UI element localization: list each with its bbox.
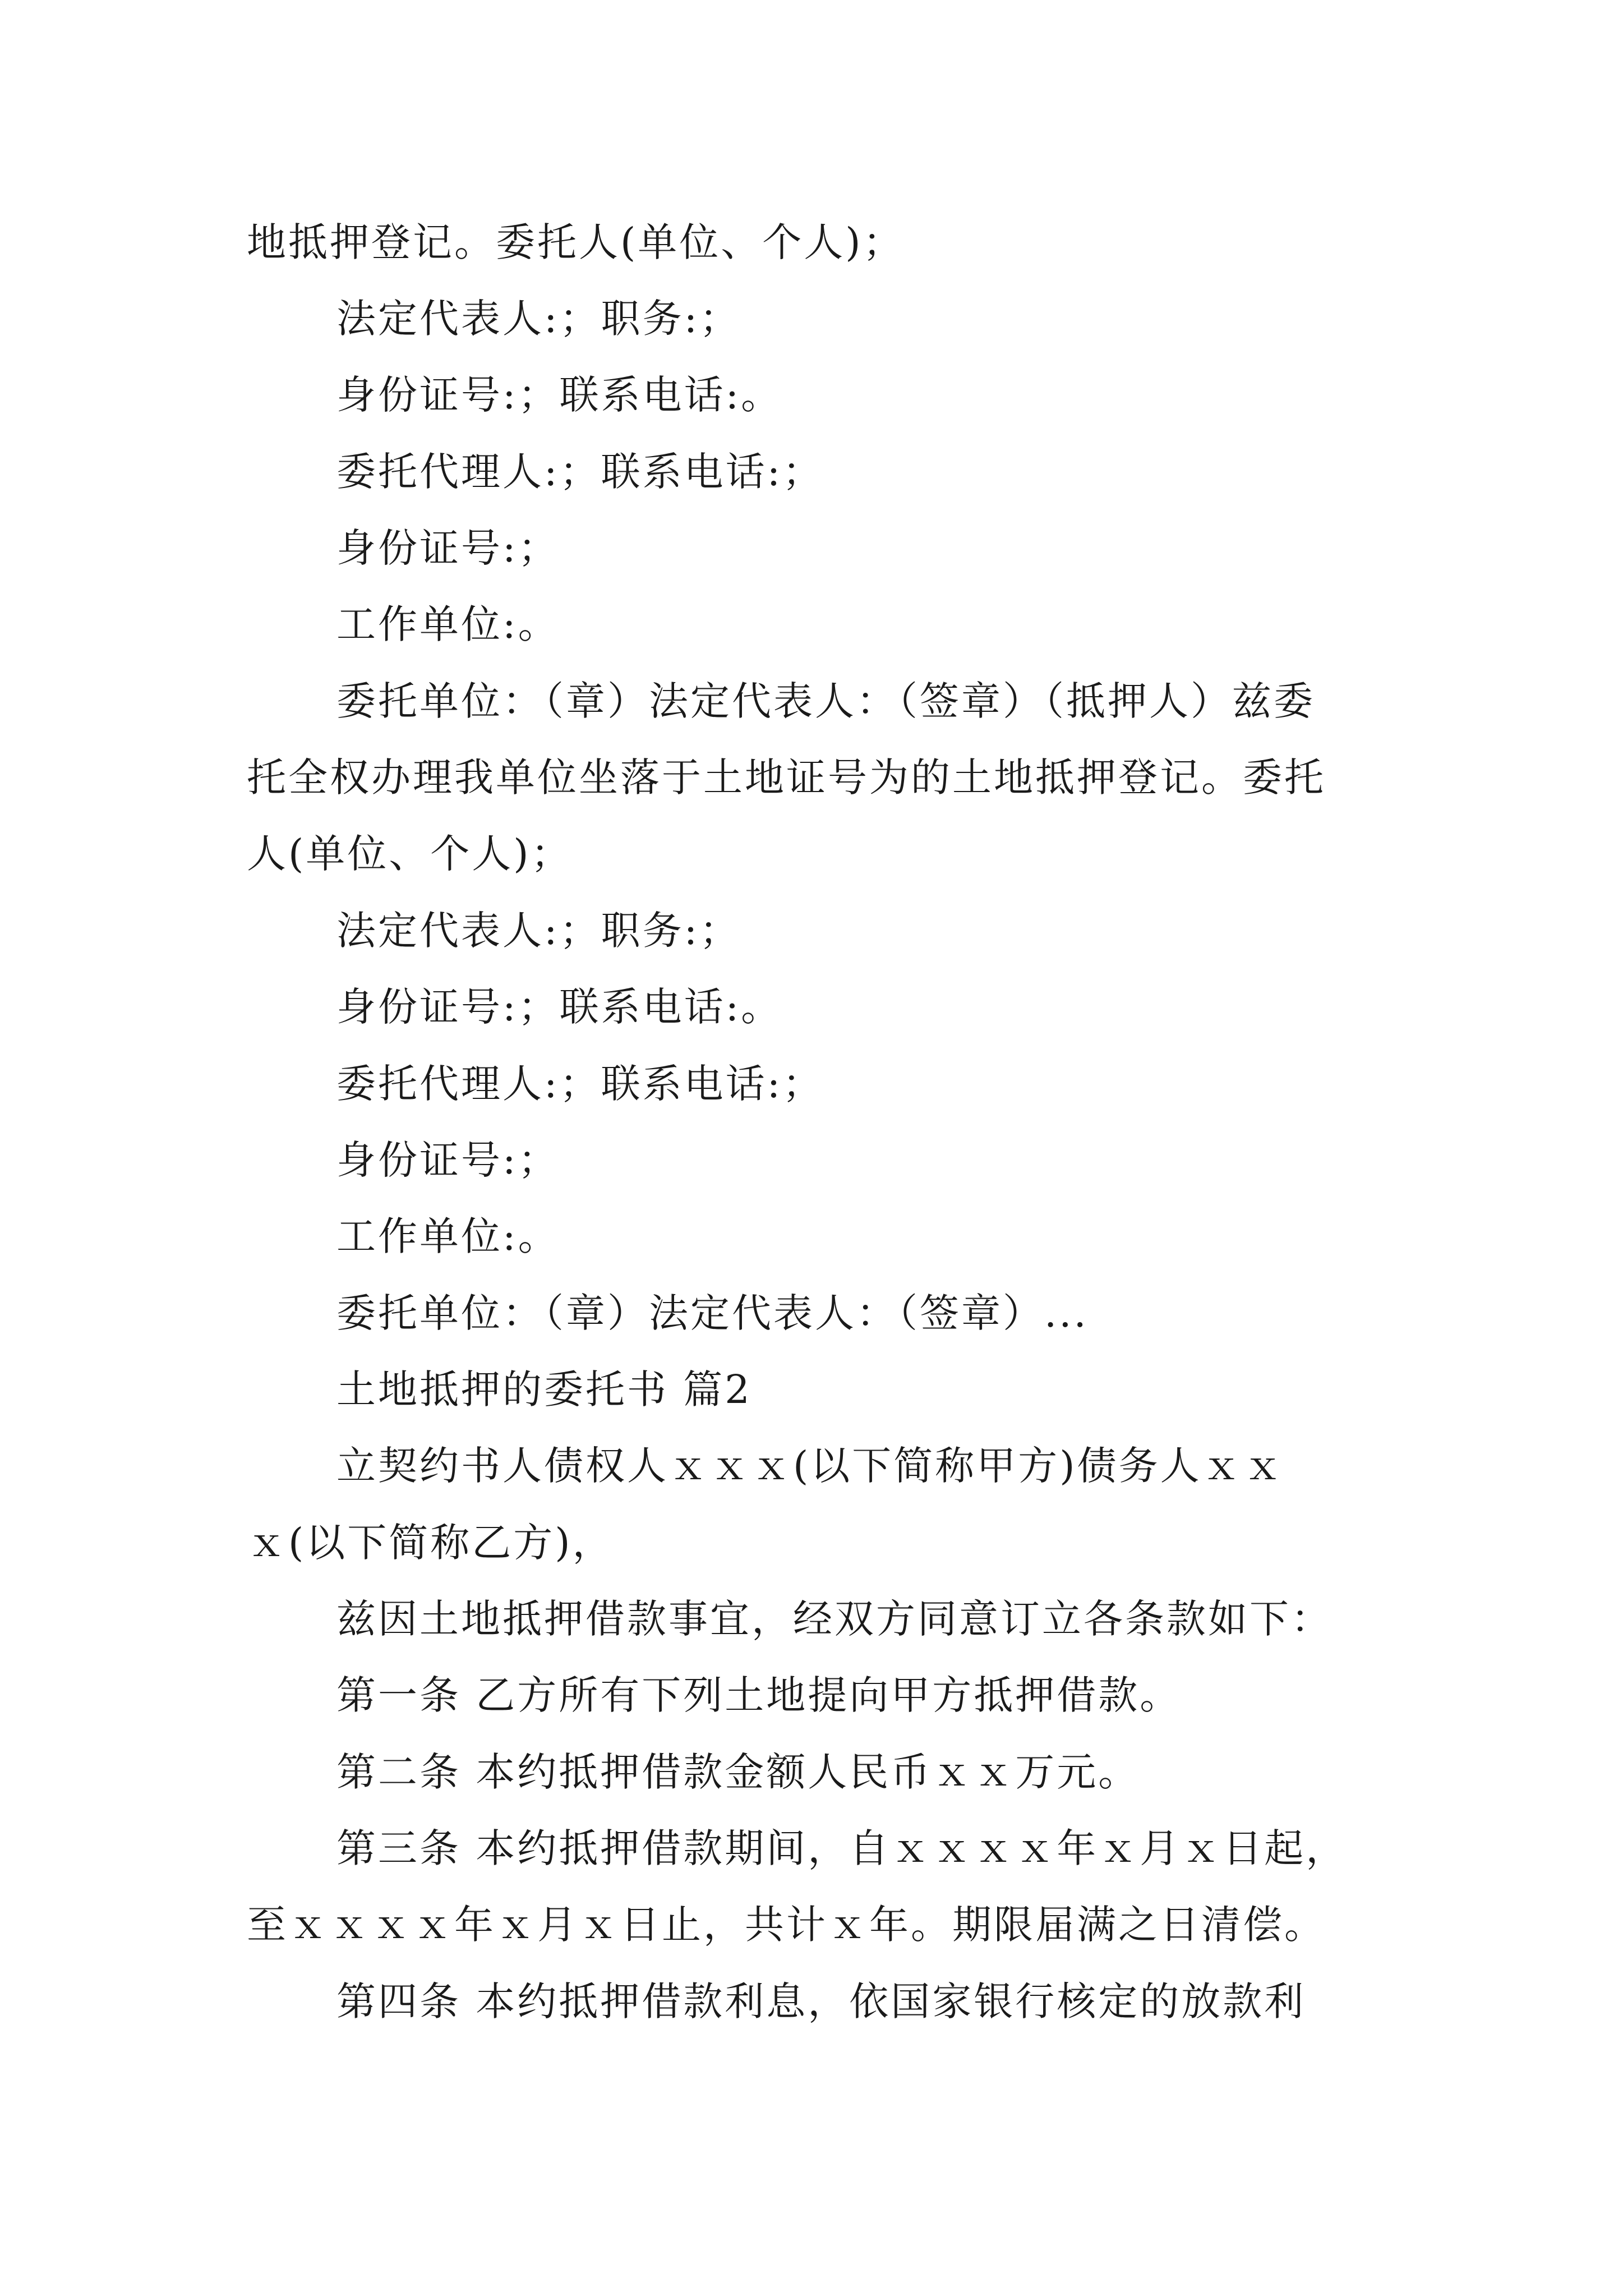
text-line: 委托单位：（章）法定代表人：（签章）（抵押人）兹委 — [336, 678, 1315, 724]
text-line: 至ｘｘｘｘ年ｘ月ｘ日止，共计ｘ年。期限届满之日清偿。 — [247, 1902, 1326, 1948]
text-line: 人(单位、个人)； — [247, 831, 573, 877]
text-line: 身份证号:；联系电话:。 — [336, 984, 783, 1030]
text-line: 身份证号:； — [336, 525, 560, 571]
text-line: 委托单位：（章）法定代表人：（签章）... — [336, 1290, 1089, 1336]
text-line: ｘ(以下简称乙方)， — [247, 1520, 614, 1566]
text-line: 身份证号:； — [336, 1137, 560, 1183]
article-line: 第三条 本约抵押借款期间，自ｘｘｘｘ年ｘ月ｘ日起， — [336, 1825, 1348, 1871]
text-line: 工作单位:。 — [336, 601, 560, 647]
text-line: 立契约书人债权人ｘｘｘ(以下简称甲方)债务人ｘｘ — [336, 1443, 1285, 1489]
text-line: 地抵押登记。委托人(单位、个人)； — [247, 219, 905, 265]
text-line: 工作单位:。 — [336, 1213, 560, 1259]
article-line: 第一条 乙方所有下列土地提向甲方抵押借款。 — [336, 1672, 1182, 1718]
text-line: 委托代理人:；联系电话:； — [336, 1061, 824, 1107]
text-line: 兹因土地抵押借款事宜，经双方同意订立各条款如下： — [336, 1596, 1332, 1642]
text-line: 身份证号:；联系电话:。 — [336, 372, 783, 418]
section-heading: 土地抵押的委托书 篇2 — [336, 1366, 752, 1412]
text-line: 法定代表人:；职务:； — [336, 908, 741, 954]
text-line: 托全权办理我单位坐落于土地证号为的土地抵押登记。委托 — [247, 754, 1326, 800]
article-line: 第二条 本约抵押借款金额人民币ｘｘ万元。 — [336, 1749, 1140, 1795]
text-line: 委托代理人:；联系电话:； — [336, 449, 824, 495]
text-line: 法定代表人:；职务:； — [336, 296, 741, 342]
article-line: 第四条 本约抵押借款利息，依国家银行核定的放款利 — [336, 1978, 1306, 2024]
